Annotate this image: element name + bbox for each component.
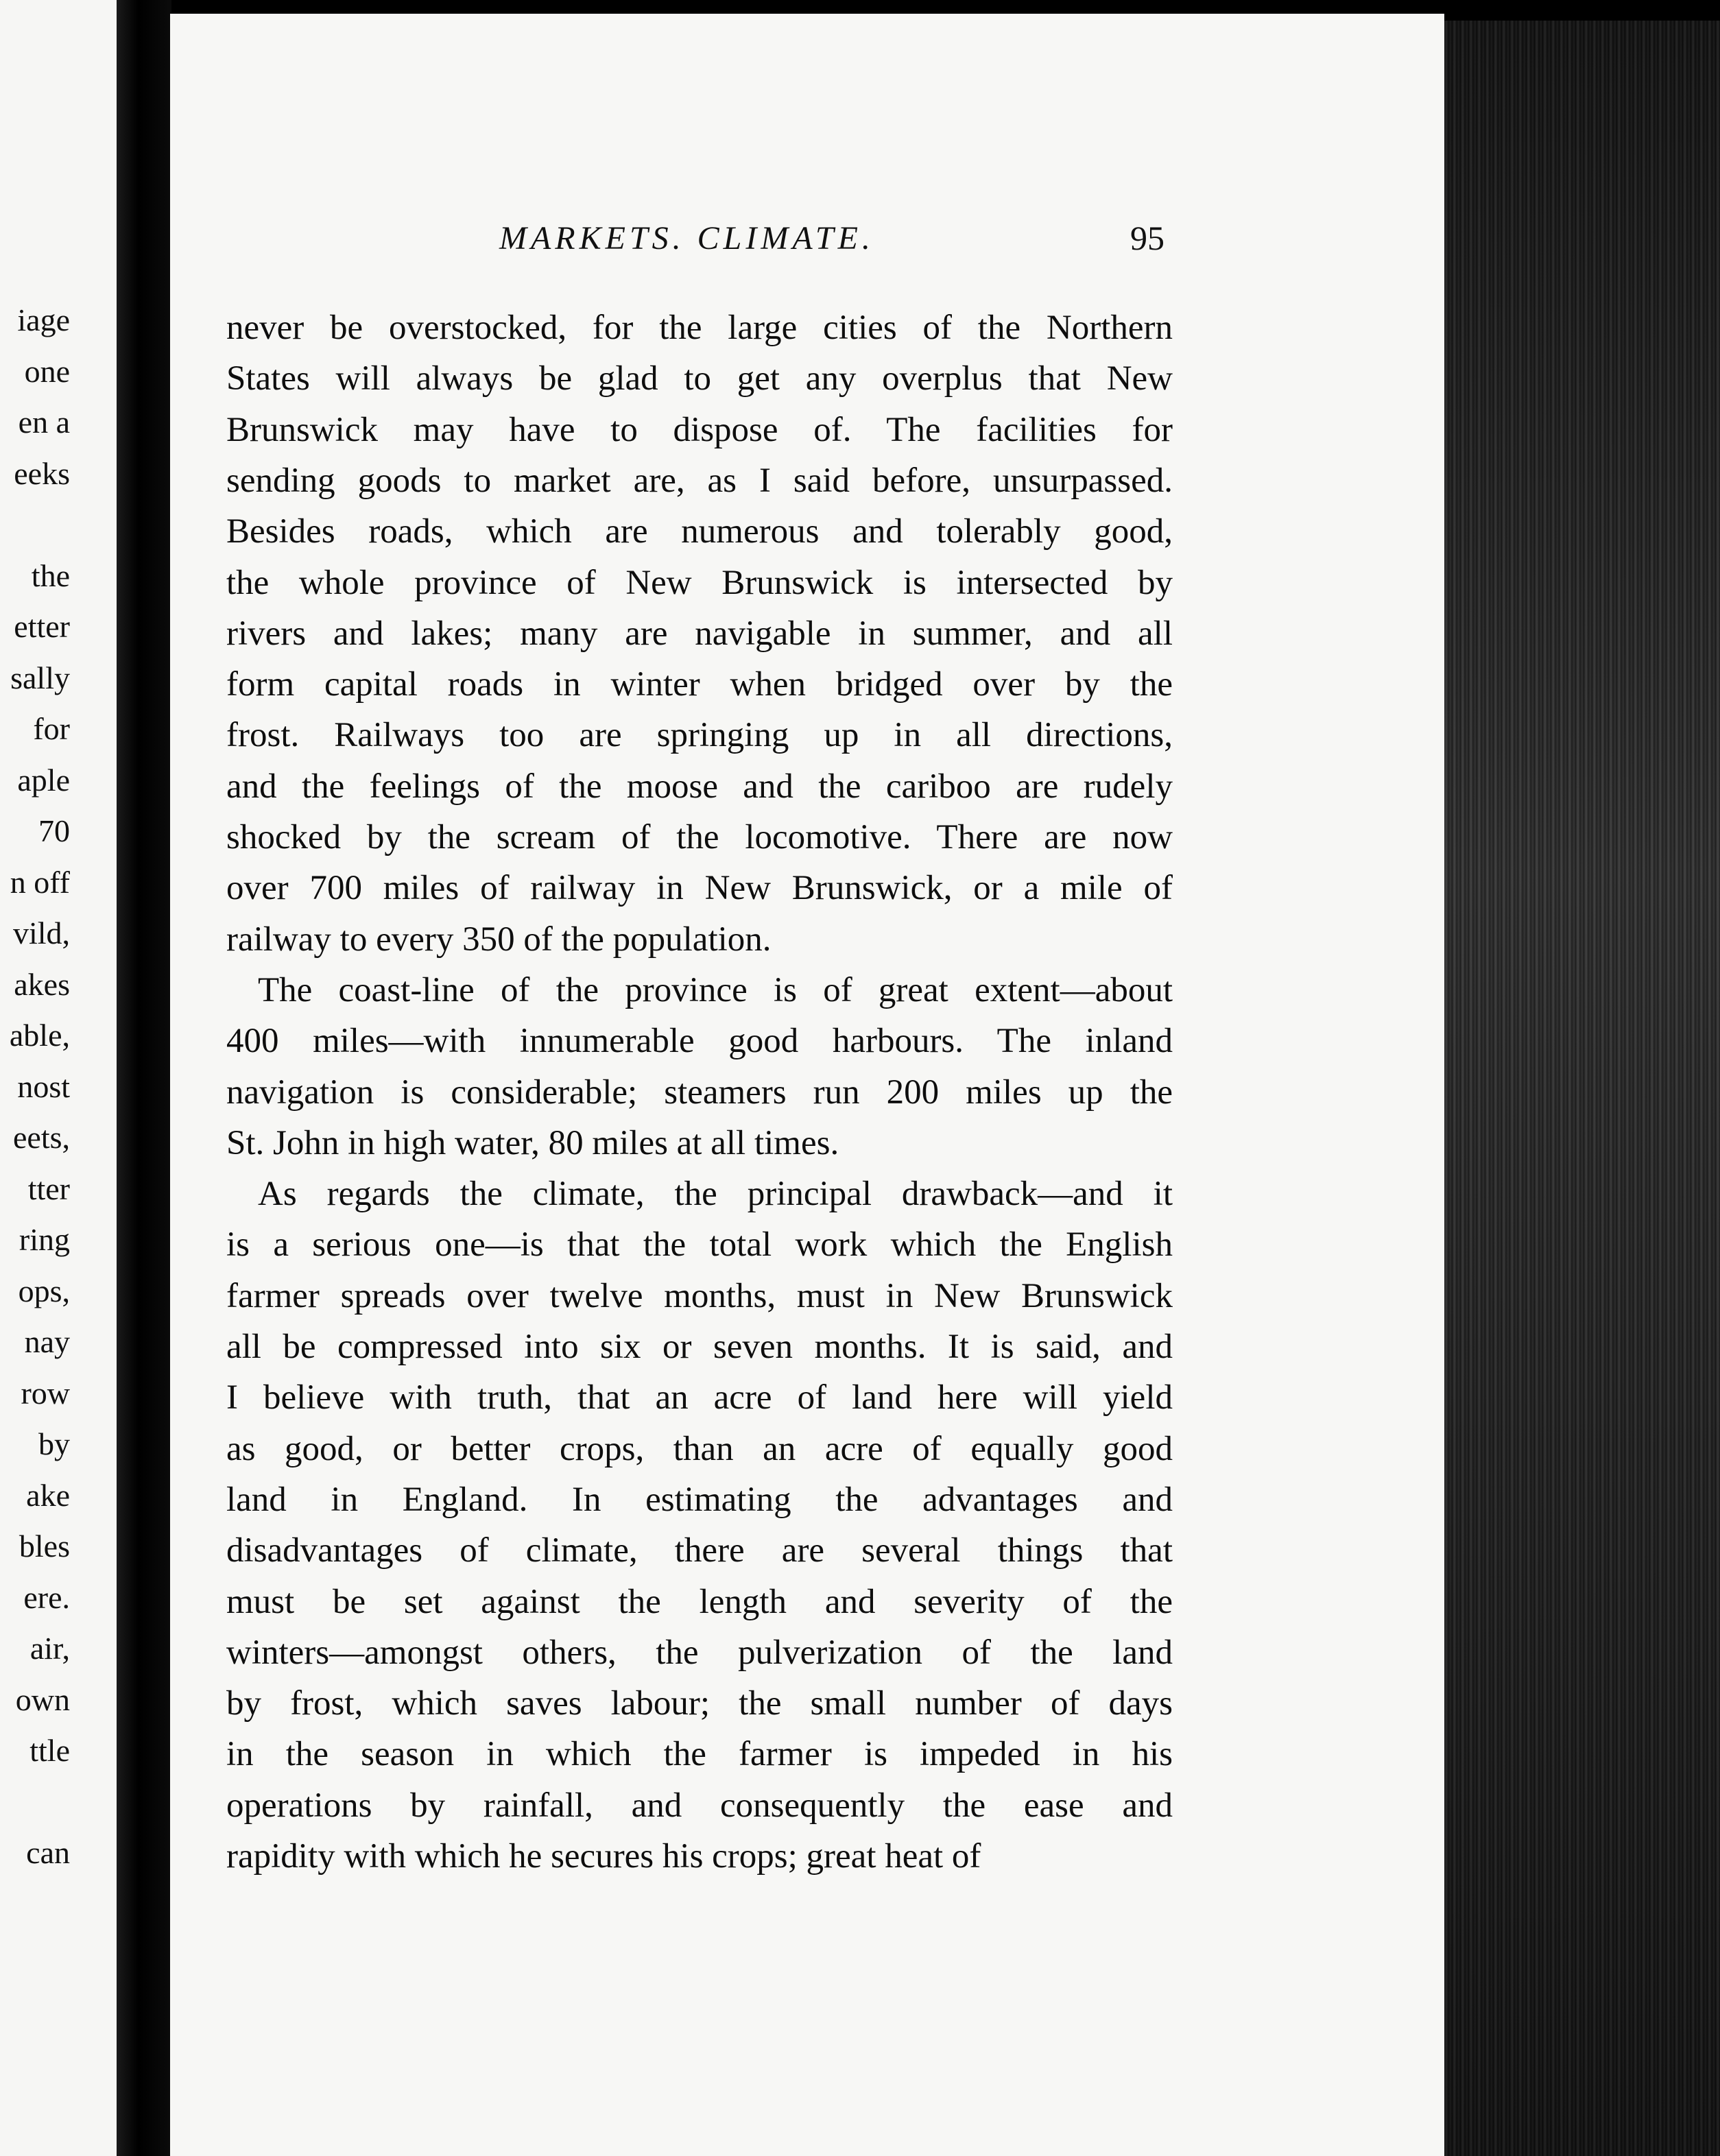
left-page-fragment: aple <box>17 762 70 798</box>
body-text-line: navigation is considerable; steamers run 200 miles up the <box>226 1073 1173 1112</box>
body-text-line: sending goods to market are, as I said before, unsurpassed. <box>226 461 1173 500</box>
left-page-fragment: the <box>31 558 70 593</box>
body-text-line: operations by rainfall, and consequently the ease and <box>226 1786 1173 1825</box>
body-text-line: rivers and lakes; many are navigable in summer, and all <box>226 614 1173 653</box>
body-text-line: Brunswick may have to dispose of. The facilities for <box>226 410 1173 449</box>
left-page-fragment: by <box>38 1426 70 1461</box>
body-text-line: the whole province of New Brunswick is intersected by <box>226 563 1173 602</box>
left-page-fragment: can <box>26 1835 70 1870</box>
body-text-line: by frost, which saves labour; the small number of days <box>226 1684 1173 1723</box>
body-text-line: I believe with truth, that an acre of land here will yield <box>226 1378 1173 1417</box>
left-page-fragment: sally <box>10 660 70 695</box>
left-page-fragment: one <box>24 353 70 389</box>
left-page-fragment: vild, <box>12 915 70 950</box>
body-text-line: in the season in which the farmer is impeded in his <box>226 1735 1173 1774</box>
left-page-fragment: row <box>21 1375 70 1411</box>
body-text-line: is a serious one—is that the total work which the English <box>226 1225 1173 1265</box>
body-text-line: rapidity with which he secures his crops; great heat of <box>226 1837 981 1876</box>
body-text-line: all be compressed into six or seven months. It is said, and <box>226 1328 1173 1366</box>
body-text-line: frost. Railways too are springing up in all directions, <box>226 716 1173 755</box>
body-text-line: land in England. In estimating the advantages and <box>226 1480 1173 1519</box>
book-gutter <box>117 0 171 2156</box>
left-page-fragment: air, <box>29 1631 70 1666</box>
left-page-fragment: nay <box>24 1324 70 1359</box>
body-text-line: States will always be glad to get any overplus that New <box>226 359 1173 398</box>
left-page-fragment: tter <box>27 1171 70 1206</box>
body-text-line: must be set against the length and severity of the <box>226 1582 1173 1621</box>
body-text-line: winters—amongst others, the pulverization of the land <box>226 1633 1173 1672</box>
left-page-fragment: eets, <box>12 1120 70 1155</box>
left-page-fragment: own <box>15 1681 70 1717</box>
body-text-line: form capital roads in winter when bridged over by the <box>226 665 1173 704</box>
running-head: MARKETS. CLIMATE. <box>499 220 874 256</box>
body-text-line: St. John in high water, 80 miles at all times. <box>226 1123 839 1162</box>
left-page-fragment: etter <box>14 609 70 644</box>
body-text-line: never be overstocked, for the large cities of the Northern <box>226 309 1173 347</box>
body-text-line: As regards the climate, the principal drawback—and it <box>258 1175 1173 1214</box>
body-text-line: shocked by the scream of the locomotive. There are now <box>226 818 1173 857</box>
body-text-line: and the feelings of the moose and the cariboo are rudely <box>226 767 1173 806</box>
left-page-fragment: for <box>33 711 70 746</box>
body-text-line: over 700 miles of railway in New Brunswick, or a mile of <box>226 869 1173 908</box>
left-page-fragment: ere. <box>23 1579 70 1615</box>
left-facing-page <box>0 0 117 2156</box>
left-page-fragment: nost <box>17 1068 70 1104</box>
left-page-fragment: ring <box>19 1222 70 1257</box>
left-page-fragment: en a <box>18 405 70 440</box>
left-page-fragment: bles <box>19 1529 70 1564</box>
scan-border <box>0 0 1720 15</box>
book-page-edges <box>1444 21 1720 2156</box>
page-number: 95 <box>1130 219 1164 257</box>
left-page-fragment: iage <box>17 302 70 337</box>
body-text-line: disadvantages of climate, there are several things that <box>226 1531 1173 1570</box>
left-page-fragment: able, <box>9 1018 70 1053</box>
left-page-fragment: ops, <box>18 1273 70 1308</box>
body-text-line: railway to every 350 of the population. <box>226 920 772 959</box>
left-page-fragment: akes <box>14 966 70 1002</box>
page-95 <box>170 14 1444 2156</box>
body-text-line: Besides roads, which are numerous and tolerably good, <box>226 512 1173 551</box>
left-page-fragment: ttle <box>29 1733 70 1768</box>
left-page-fragment: ake <box>26 1477 70 1513</box>
body-text-line: 400 miles—with innumerable good harbours. The inland <box>226 1022 1173 1061</box>
body-text-line: farmer spreads over twelve months, must in New Brunswick <box>226 1276 1173 1315</box>
left-page-fragment: n off <box>10 864 70 900</box>
left-page-fragment: eeks <box>14 455 70 491</box>
left-page-fragment: 70 <box>38 813 70 848</box>
body-text-line: as good, or better crops, than an acre of equally good <box>226 1429 1173 1468</box>
body-text-line: The coast-line of the province is of great extent—about <box>258 970 1173 1009</box>
